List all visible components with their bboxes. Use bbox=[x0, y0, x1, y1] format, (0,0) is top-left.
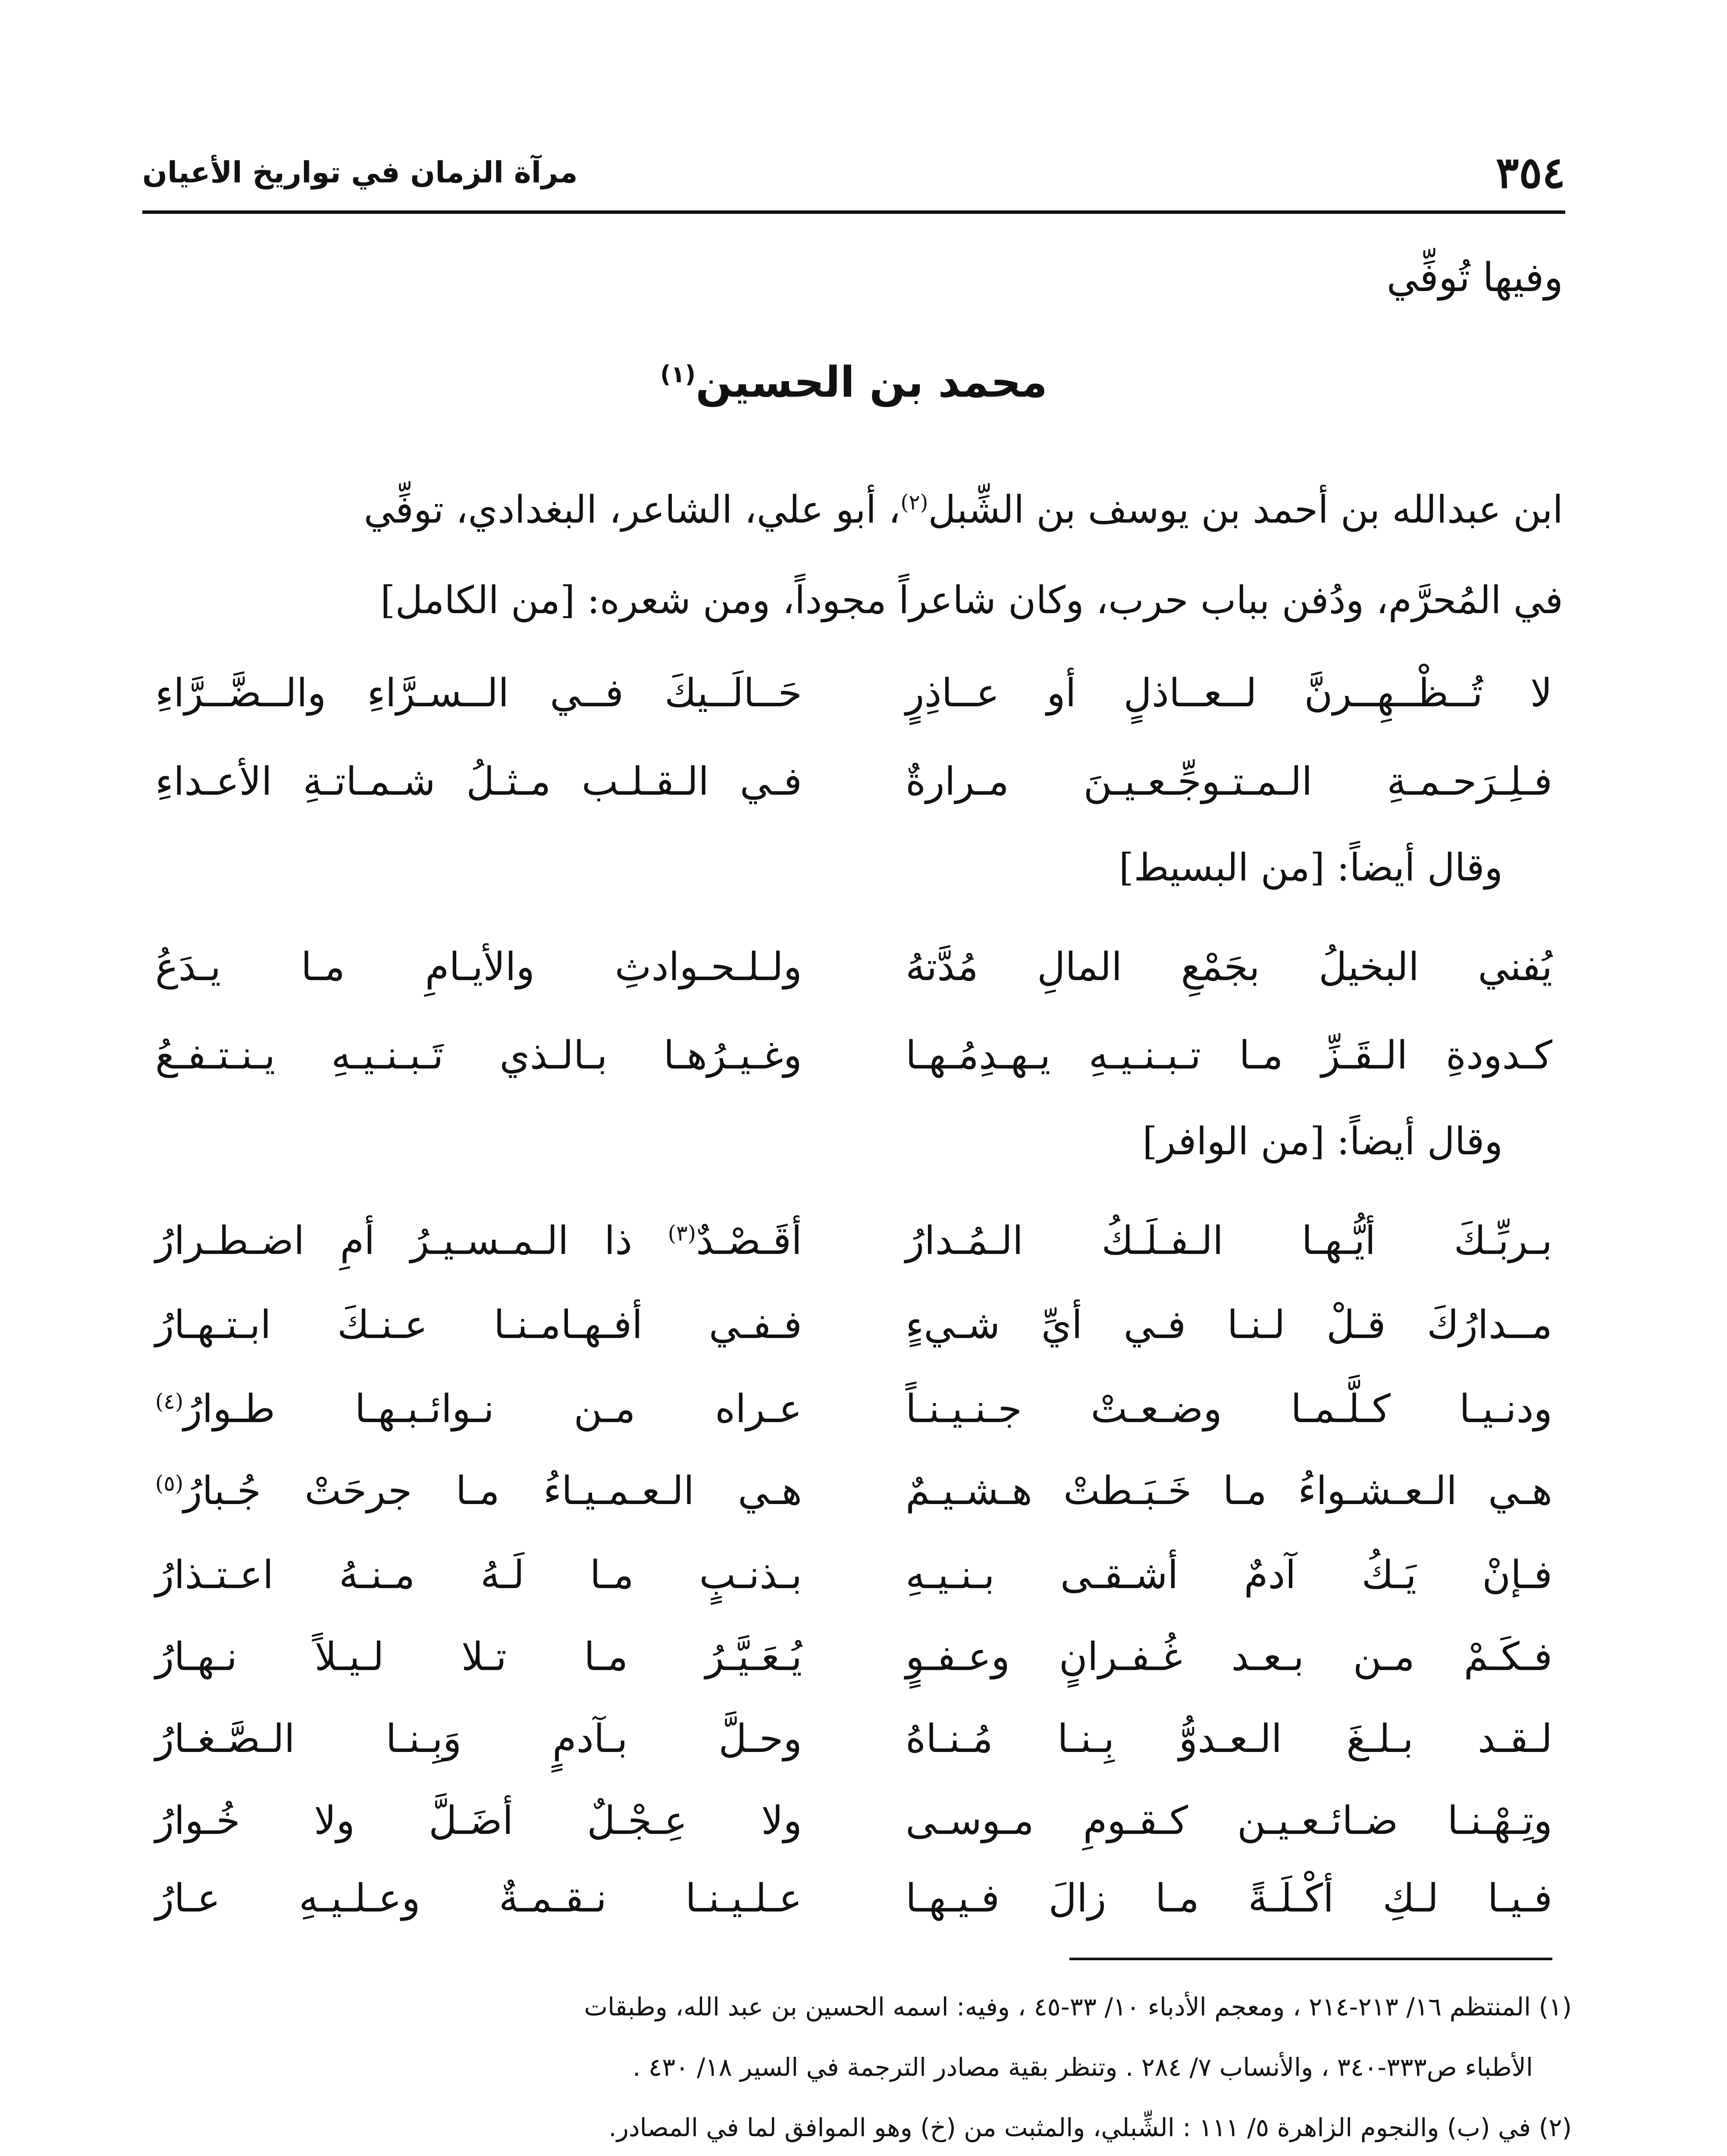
footnote-ref: (٢) bbox=[900, 490, 928, 515]
hemistich-second: فـي الـقـلـب مـثـلُ شـمـاتـةِ الأعـداءِ bbox=[155, 759, 802, 804]
footnote-ref: (٥) bbox=[155, 1471, 184, 1496]
footnote-ref: (٤) bbox=[155, 1389, 184, 1414]
verse-text: ذا الـمـسـيـرُ أمِ اضـطـرارُ bbox=[155, 1218, 668, 1263]
verse-text: عـراه مـن نـوائـبـهـا طـوارُ bbox=[183, 1386, 802, 1432]
hemistich-first: لـقـد بـلـغَ الـعـدوُّ بِـنـا مُـنـاهُ bbox=[906, 1716, 1552, 1761]
footnote-rule bbox=[1069, 1958, 1552, 1960]
bio-text: ، أبو علي، الشاعر، البغدادي، توفِّي bbox=[364, 487, 901, 532]
hemistich-second: عـلـيـنـا نـقـمـةٌ وعـلـيـهِ عـارُ bbox=[155, 1876, 802, 1921]
page-number: ٣٥٤ bbox=[1495, 147, 1565, 198]
verse bbox=[142, 1798, 1565, 1863]
footnote-ref: (٣) bbox=[668, 1221, 696, 1246]
verse bbox=[142, 1218, 1565, 1283]
hemistich-first: فـإنْ يَـكُ آدمٌ أشـقـى بـنـيـهِ bbox=[906, 1552, 1552, 1598]
hemistich-first: كـدودةِ الـقَـزِّ مـا تـبـنـيـهِ يـهـدِمُـهـا bbox=[906, 1033, 1552, 1078]
section-title bbox=[142, 358, 1565, 407]
verse bbox=[142, 1468, 1565, 1533]
page-header bbox=[142, 142, 1565, 203]
footnote: (٢) في (ب) والنجوم الزاهرة ٥/ ١١١ : الشِّبلي، والمثبت من (خ) وهو الموافق لما في المصادر. bbox=[608, 2113, 1572, 2142]
hemistich-second: وغـيـرُهـا بـالـذي تَـبـنـيـهِ يـنـتـفـعُ bbox=[155, 1033, 802, 1078]
hemistich-second: يُـعَـيَّـرُ مـا تـلا لـيـلاً نـهـارُ bbox=[155, 1634, 802, 1680]
hemistich-second bbox=[155, 1218, 802, 1263]
verse bbox=[142, 1386, 1565, 1451]
verse-text: هـي الـعـمـيـاءُ مـا جرحَتْ جُـبارُ bbox=[183, 1468, 802, 1514]
verse bbox=[142, 944, 1565, 1009]
verse bbox=[142, 1634, 1565, 1699]
hemistich-second: فـفـي أفـهـامـنـا عـنـكَ ابـتـهـارُ bbox=[155, 1302, 802, 1348]
verse bbox=[142, 1876, 1565, 1940]
hemistich-first: وتِـهْـنـا ضـائـعـيـن كـقـومِ مـوسـى bbox=[906, 1798, 1552, 1843]
verse bbox=[142, 1302, 1565, 1367]
verse-intro: وقال أيضاً: [من الوافر] bbox=[1142, 1119, 1503, 1163]
section-title-text: محمد بن الحسين bbox=[696, 358, 1047, 407]
bio-line-2: في المُحرَّم، ودُفن بباب حرب، وكان شاعراً مجوداً، ومن شعره: [من الكامل] bbox=[380, 578, 1563, 622]
verse bbox=[142, 759, 1565, 824]
verse-intro: وقال أيضاً: [من البسيط] bbox=[1119, 845, 1503, 890]
hemistich-second: حَــالَــيكَ فــي الــسـرَّاءِ والــضَّــرَّاءِ bbox=[155, 671, 802, 716]
bio-text: ابن عبدالله بن أحمد بن يوسف بن الشِّبل bbox=[928, 487, 1563, 532]
footnote: الأطباء ص٣٣٣-٣٤٠ ، والأنساب ٧/ ٢٨٤ . وتنظر بقية مصادر الترجمة في السير ١٨/ ٤٣٠ . bbox=[633, 2053, 1533, 2082]
hemistich-second bbox=[155, 1386, 802, 1432]
hemistich-first: فـكَـمْ مـن بـعـد غُـفـرانٍ وعـفـوٍ bbox=[906, 1634, 1552, 1680]
intro-line: وفيها تُوفِّي bbox=[1386, 254, 1563, 301]
verse-text: أقَـصْـدٌ bbox=[696, 1218, 802, 1263]
hemistich-first: فـيـا لـكِ أكْـلَـةً مـا زالَ فـيـهـا bbox=[906, 1876, 1552, 1921]
hemistich-second: وحـلَّ بـآدمٍ وَبِـنـا الـصَّـغـارُ bbox=[155, 1716, 802, 1761]
verse bbox=[142, 671, 1565, 735]
hemistich-first: فـلِـرَحـمـةِ الـمـتـوجِّـعـيـنَ مـرارةٌ bbox=[906, 759, 1552, 804]
verse bbox=[142, 1033, 1565, 1097]
hemistich-first: مــدارُكَ قـلْ لـنـا فـي أيِّ شـيءٍ bbox=[906, 1302, 1552, 1348]
hemistich-first: لا تُــظْــهِــرنَّ لــعــاذلٍ أو عــاذِرٍ bbox=[906, 671, 1552, 716]
hemistich-first: يُفني البخيلُ بجَمْعِ المالِ مُدَّتهُ bbox=[906, 944, 1552, 990]
hemistich-first: هـي الـعـشـواءُ مـا خَـبَـطتْ هـشـيـمٌ bbox=[906, 1468, 1552, 1514]
hemistich-first: بـربِّـكَ أيُّـهـا الـفـلَـكُ الـمُـدارُ bbox=[906, 1218, 1552, 1263]
hemistich-first: ودنـيـا كـلَّـمـا وضـعـتْ جـنـيـنـاً bbox=[906, 1386, 1552, 1432]
hemistich-second: ولـلـحـوادثِ والأيـامِ مـا يـدَعُ bbox=[155, 944, 802, 990]
header-rule bbox=[142, 210, 1565, 214]
running-title: مرآة الزمان في تواريخ الأعيان bbox=[142, 155, 578, 190]
hemistich-second bbox=[155, 1468, 802, 1514]
hemistich-second: ولا عِـجْـلٌ أضَـلَّ ولا خُـوارُ bbox=[155, 1798, 802, 1843]
footnote-ref: (١) bbox=[660, 360, 696, 388]
hemistich-second: بـذنـبٍ مـا لَـهُ مـنـهُ اعـتـذارُ bbox=[155, 1552, 802, 1598]
bio-line-1 bbox=[183, 487, 1563, 532]
verse bbox=[142, 1552, 1565, 1617]
footnote: (١) المنتظم ١٦/ ٢١٣-٢١٤ ، ومعجم الأدباء ١٠/ ٣٣-٤٥ ، وفيه: اسمه الحسين بن عبد الله، وطبقات bbox=[584, 1992, 1572, 2021]
verse bbox=[142, 1716, 1565, 1781]
